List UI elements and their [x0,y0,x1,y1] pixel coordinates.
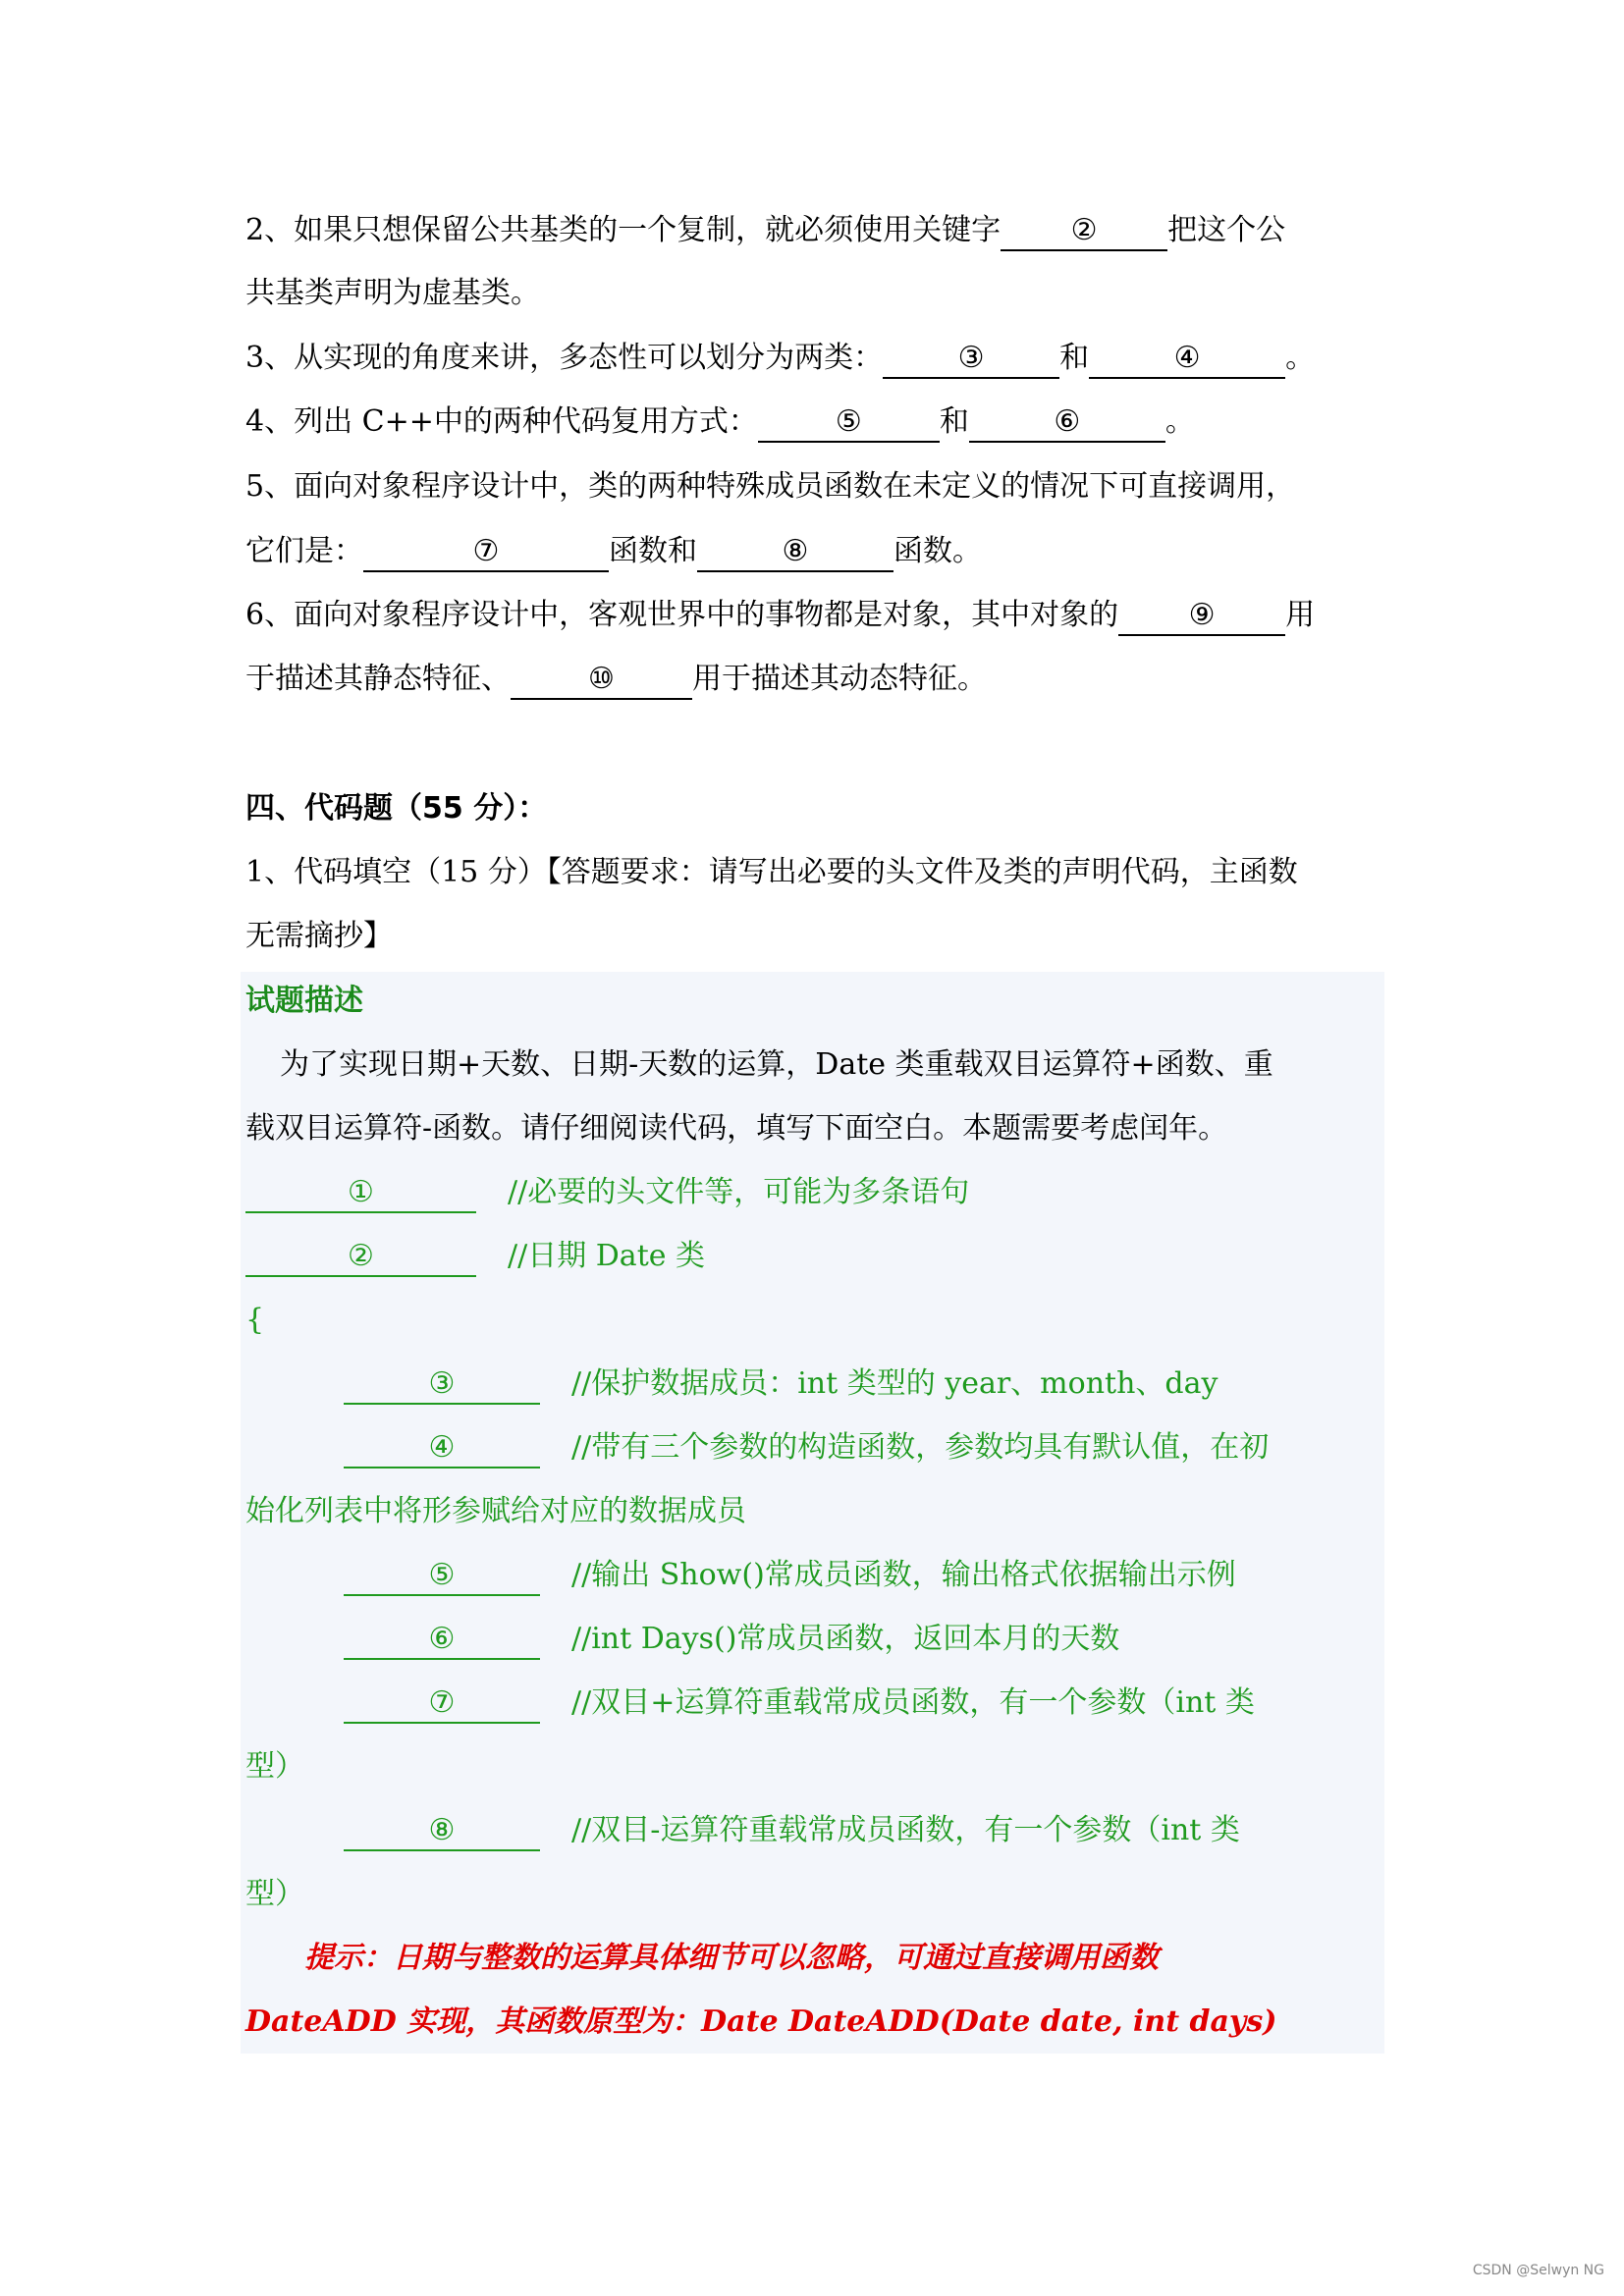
description-title: 试题描述 [245,984,363,1018]
blank-5: ⑤ [758,403,940,443]
watermark: CSDN @Selwyn NG [1472,2263,1604,2278]
code-line-include: ① //必要的头文件等，可能为多条语句 [245,1173,969,1213]
code-member-4-cont: 始化列表中将形参赋给对应的数据成员 [245,1494,746,1528]
question-2-line2: 共基类声明为虚基类。 [245,276,540,310]
code-blank-3: ③ [344,1365,540,1405]
blank-7: ⑦ [363,533,609,572]
code-line-brace: { [245,1303,265,1337]
description-line2: 载双目运算符-函数。请仔细阅读代码，填写下面空白。本题需要考虑闰年。 [245,1111,1228,1146]
code-blank-1: ① [245,1174,476,1213]
hint-line2: DateADD 实现，其函数原型为：Date DateADD(Date date, int days) [245,2004,1277,2039]
code-line-class: ② //日期 Date 类 [245,1237,705,1277]
code-member-3: ③ //保护数据成员：int 类型的 year、month、day [344,1364,1218,1405]
question-5-line2: 它们是： ⑦ 函数和 ⑧ 函数。 [245,532,982,572]
code-blank-5: ⑤ [344,1557,540,1596]
code-blank-2: ② [245,1238,476,1277]
code-member-5: ⑤ //输出 Show()常成员函数，输出格式依据输出示例 [344,1556,1236,1596]
code-member-8: ⑧ //双目-运算符重载常成员函数，有一个参数（int 类 [344,1811,1240,1851]
question-6-line1: 6、面向对象程序设计中，客观世界中的事物都是对象，其中对象的 ⑨ 用 [245,596,1315,636]
blank-3: ③ [883,340,1059,379]
code-member-4: ④ //带有三个参数的构造函数，参数均具有默认值，在初 [344,1428,1269,1468]
question-4: 4、列出 C++中的两种代码复用方式： ⑤ 和 ⑥ 。 [245,402,1195,443]
blank-4: ④ [1089,340,1285,379]
section-title: 四、代码题（55 分）： [245,791,548,826]
question-6-line2: 于描述其静态特征、 ⑩ 用于描述其动态特征。 [245,660,987,700]
code-member-6: ⑥ //int Days()常成员函数，返回本月的天数 [344,1620,1119,1660]
code-member-8-cont: 型） [245,1877,304,1911]
blank-8: ⑧ [697,533,893,572]
code-question-line1: 1、代码填空（15 分）【答题要求：请写出必要的头文件及类的声明代码，主函数 [245,855,1298,889]
hint-line1: 提示：日期与整数的运算具体细节可以忽略，可通过直接调用函数 [304,1941,1159,1975]
question-2-line1: 2、如果只想保留公共基类的一个复制，就必须使用关键字 ② 把这个公 [245,211,1285,251]
blank-10: ⑩ [511,661,692,700]
blank-2: ② [1001,212,1167,251]
code-question-line2: 无需摘抄】 [245,919,393,953]
code-member-7-cont: 型） [245,1749,304,1784]
question-5-line1: 5、面向对象程序设计中，类的两种特殊成员函数在未定义的情况下可直接调用， [245,469,1296,504]
description-line1: 为了实现日期+天数、日期-天数的运算，Date 类重载双目运算符+函数、重 [280,1047,1273,1082]
code-blank-8: ⑧ [344,1812,540,1851]
code-blank-6: ⑥ [344,1621,540,1660]
code-member-7: ⑦ //双目+运算符重载常成员函数，有一个参数（int 类 [344,1683,1255,1724]
code-blank-7: ⑦ [344,1684,540,1724]
blank-6: ⑥ [969,403,1165,443]
question-3: 3、从实现的角度来讲，多态性可以划分为两类： ③ 和 ④ 。 [245,339,1315,379]
blank-9: ⑨ [1118,597,1285,636]
code-blank-4: ④ [344,1429,540,1468]
